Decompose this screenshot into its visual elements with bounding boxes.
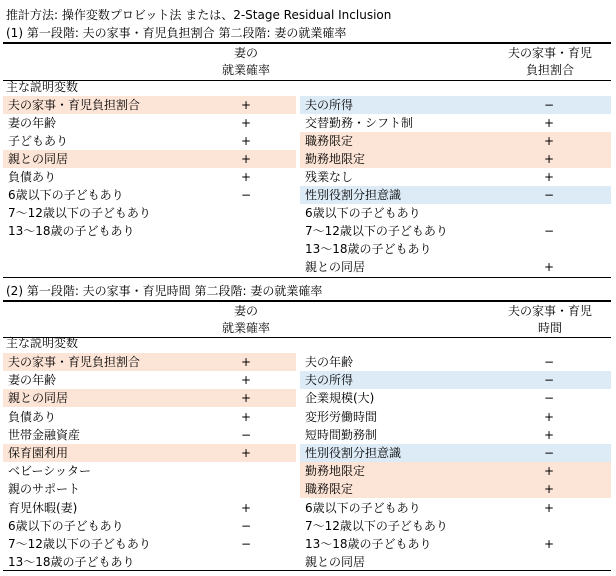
row-label: 短時間勤務制: [305, 427, 378, 442]
table-row: [300, 499, 611, 517]
row-sign: −: [240, 518, 252, 533]
row-sign: +: [543, 116, 555, 130]
row-label: 残業なし: [305, 170, 354, 184]
row-label: 13〜18歳の子どもあり: [305, 537, 432, 551]
row-sign: −: [543, 224, 555, 238]
table2-right-header-line1: 夫の家事・育児: [507, 304, 592, 318]
table-row: [3, 462, 296, 480]
row-label: 保育園利用: [8, 446, 69, 460]
table-row: [300, 186, 611, 204]
table-row: [3, 186, 296, 204]
row-label: 6歳以下の子どもあり: [305, 500, 421, 515]
table-row: [300, 353, 611, 371]
row-label: 7〜12歳以下の子どもあり: [8, 537, 151, 551]
row-label: 職務限定: [305, 482, 354, 497]
table-row: [3, 426, 296, 444]
row-label: 夫の年齢: [305, 355, 354, 369]
row-sign: +: [543, 170, 555, 184]
row-sign: +: [543, 427, 555, 442]
row-sign: −: [543, 446, 555, 460]
row-sign: +: [240, 116, 252, 130]
table-row: [300, 132, 611, 150]
table-row: [300, 96, 611, 114]
row-sign: +: [240, 373, 252, 388]
table-row: [3, 150, 296, 168]
table-row: [300, 480, 611, 498]
row-label: 負債あり: [8, 170, 57, 184]
table-row: [3, 535, 296, 553]
row-sign: +: [543, 537, 555, 551]
table-row: [3, 389, 296, 407]
table-row: [300, 426, 611, 444]
table-row: [300, 204, 611, 222]
row-sign: −: [543, 98, 555, 112]
table-row: [300, 462, 611, 480]
table2-right-header-line2: 時間: [537, 321, 562, 335]
table-row: [3, 480, 296, 498]
table-row: [300, 371, 611, 389]
table1-section-label: 主な説明変数: [6, 80, 79, 94]
table1-left-header-line2: 就業確率: [221, 63, 270, 77]
row-label: 子どもあり: [8, 134, 69, 148]
table-row: [3, 517, 296, 535]
table-row: [3, 222, 296, 240]
row-label: 交替勤務・シフト制: [305, 116, 414, 130]
row-label: 親との同居: [305, 555, 366, 570]
table-row: [300, 258, 611, 276]
row-label: 妻の年齢: [8, 373, 57, 388]
table-row: [300, 553, 611, 571]
row-sign: +: [543, 500, 555, 515]
page-title: 推計方法: 操作変数プロビット法 または、2-Stage Residual Inclusion: [6, 8, 392, 22]
table1-left-header-line1: 妻の: [233, 46, 258, 60]
row-sign: +: [240, 134, 252, 148]
row-sign: +: [543, 134, 555, 148]
row-label: 妻の年齢: [8, 116, 57, 130]
row-label: 性別役割分担意識: [305, 446, 402, 460]
table-row: [3, 444, 296, 462]
row-sign: −: [240, 188, 252, 202]
row-label: 6歳以下の子どもあり: [305, 206, 421, 220]
table2-bottom-rule: [3, 570, 611, 571]
table2-left-header-line2: 就業確率: [221, 321, 270, 335]
row-label: 変形労働時間: [305, 409, 378, 424]
row-label: 負債あり: [8, 409, 57, 424]
table-row: [3, 96, 296, 114]
row-sign: +: [240, 409, 252, 424]
table-row: [300, 535, 611, 553]
row-sign: +: [240, 391, 252, 406]
row-sign: −: [240, 427, 252, 442]
table-row: [3, 114, 296, 132]
row-sign: +: [240, 98, 252, 112]
row-sign: +: [240, 500, 252, 515]
row-sign: +: [543, 464, 555, 479]
table-row: [3, 408, 296, 426]
row-sign: +: [543, 260, 555, 274]
row-label: 親との同居: [8, 152, 69, 166]
row-label: 親との同居: [8, 391, 69, 406]
row-sign: +: [543, 152, 555, 166]
row-sign: +: [543, 482, 555, 497]
row-label: 7〜12歳以下の子どもあり: [8, 206, 151, 220]
table1-header-rule: [3, 80, 611, 81]
row-label: 親のサポート: [8, 482, 81, 497]
table-row: [3, 371, 296, 389]
row-label: 13〜18歳の子どもあり: [8, 555, 135, 570]
row-label: ベビーシッター: [8, 464, 92, 479]
table2-caption: (2) 第一段階: 夫の家事・育児時間 第二段階: 妻の就業確率: [6, 284, 323, 298]
row-sign: +: [240, 170, 252, 184]
table-row: [300, 240, 611, 258]
row-label: 13〜18歳の子どもあり: [305, 242, 432, 256]
row-label: 夫の家事・育児負担割合: [8, 98, 141, 112]
table-row: [300, 408, 611, 426]
table1-caption: (1) 第一段階: 夫の家事・育児負担割合 第二段階: 妻の就業確率: [6, 26, 347, 40]
row-label: 企業規模(大): [305, 391, 375, 406]
row-sign: +: [240, 152, 252, 166]
row-label: 勤務地限定: [305, 152, 366, 166]
row-label: 夫の家事・育児負担割合: [8, 355, 141, 369]
table-row: [3, 168, 296, 186]
row-sign: −: [543, 188, 555, 202]
row-sign: −: [543, 373, 555, 388]
table-row: [3, 499, 296, 517]
row-label: 職務限定: [305, 134, 354, 148]
table-row: [3, 132, 296, 150]
row-sign: −: [240, 537, 252, 551]
row-label: 勤務地限定: [305, 464, 366, 479]
table1-right-header-line1: 夫の家事・育児: [507, 46, 592, 60]
row-sign: +: [240, 355, 252, 369]
row-label: 世帯金融資産: [8, 427, 81, 442]
table-row: [300, 150, 611, 168]
table-row: [300, 114, 611, 132]
table-row: [3, 553, 296, 571]
row-label: 育児休暇(妻): [8, 500, 78, 515]
row-label: 夫の所得: [305, 98, 354, 112]
row-sign: +: [240, 446, 252, 460]
row-sign: −: [543, 391, 555, 406]
table1-right-header-line2: 負担割合: [525, 63, 574, 77]
table-row: [300, 222, 611, 240]
table2-left-header-line1: 妻の: [233, 304, 258, 318]
table2-section-label: 主な説明変数: [6, 336, 79, 350]
row-label: 親との同居: [305, 260, 366, 274]
row-label: 7〜12歳以下の子どもあり: [305, 224, 448, 238]
row-sign: +: [543, 409, 555, 424]
row-label: 6歳以下の子どもあり: [8, 518, 124, 533]
table-row: [3, 204, 296, 222]
row-label: 7〜12歳以下の子どもあり: [305, 518, 448, 533]
table-row: [300, 168, 611, 186]
table1-bottom-rule: [3, 277, 611, 278]
table-row: [300, 517, 611, 535]
row-label: 性別役割分担意識: [305, 188, 402, 202]
table2-header-rule: [3, 337, 611, 338]
table-row: [3, 353, 296, 371]
table-row: [300, 389, 611, 407]
row-sign: −: [543, 355, 555, 369]
row-label: 夫の所得: [305, 373, 354, 388]
table-row: [300, 444, 611, 462]
row-label: 13〜18歳の子どもあり: [8, 224, 135, 238]
row-label: 6歳以下の子どもあり: [8, 188, 124, 202]
